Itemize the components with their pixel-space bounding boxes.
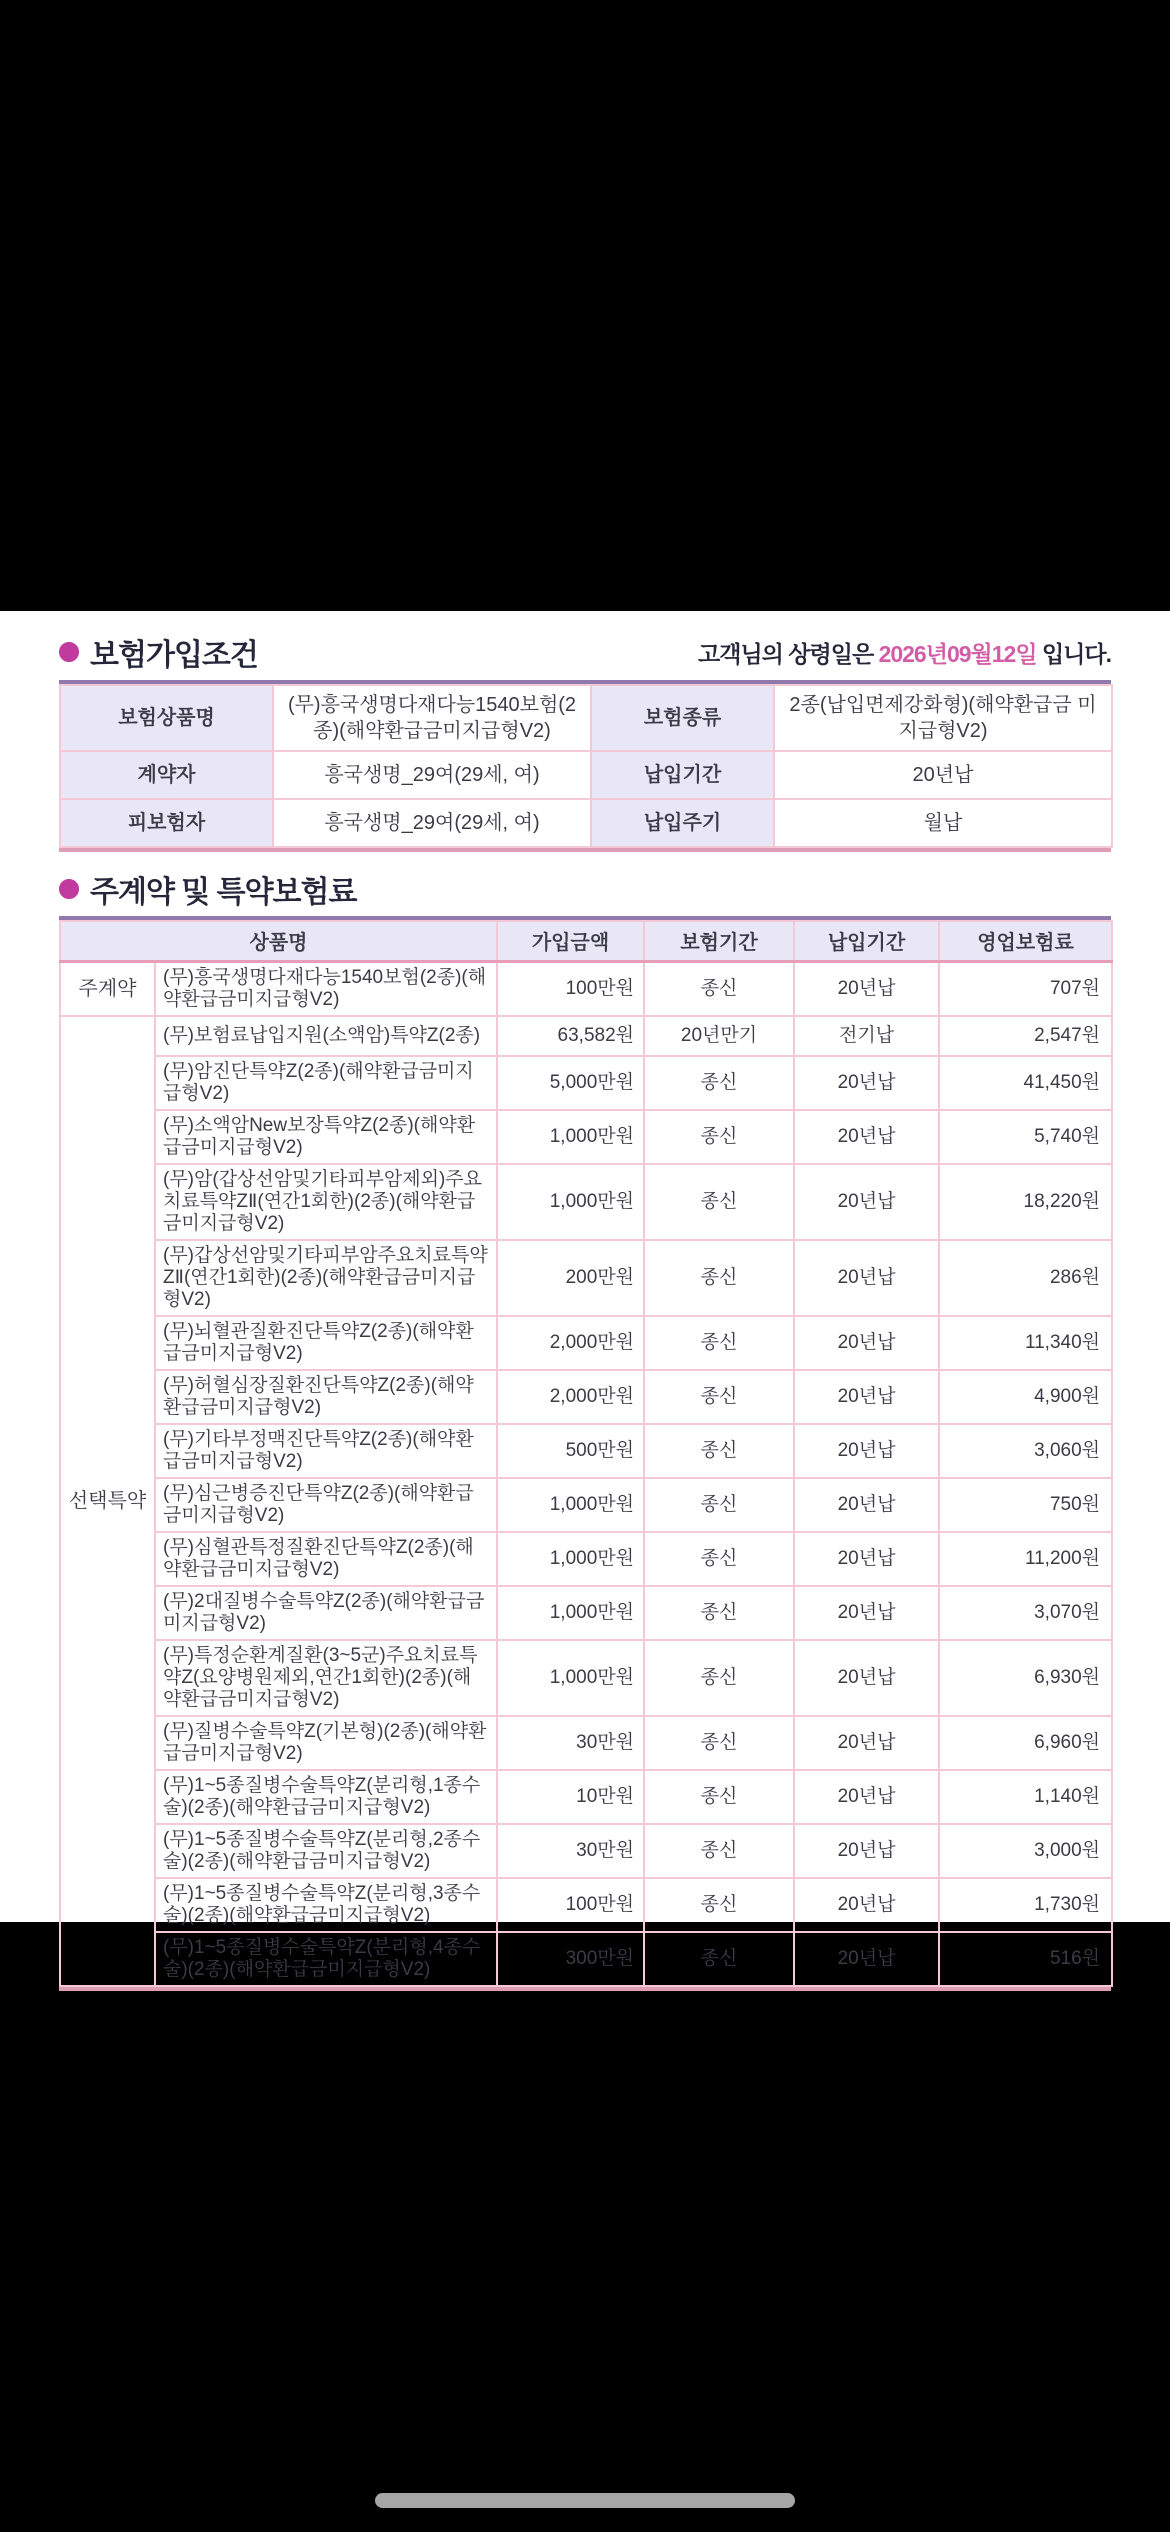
period-cell: 20년만기 xyxy=(644,1016,794,1056)
amount-cell: 300만원 xyxy=(497,1932,644,1986)
header-period: 보험기간 xyxy=(644,921,794,961)
table-row xyxy=(60,799,1112,847)
product-name-cell: (무)심근병증진단특약Z(2종)(해약환급금미지급형V2) xyxy=(155,1478,497,1532)
period-cell: 종신 xyxy=(644,1532,794,1586)
table-row xyxy=(60,1016,1112,1056)
premium-cell: 3,070원 xyxy=(939,1586,1112,1640)
pay-term-cell: 20년납 xyxy=(794,1370,939,1424)
row-value-cell: 20년납 xyxy=(774,751,1112,799)
table-row xyxy=(60,1532,1112,1586)
table-row xyxy=(60,685,1112,751)
product-name-cell: (무)허혈심장질환진단특약Z(2종)(해약환급금미지급형V2) xyxy=(155,1370,497,1424)
product-name-cell: (무)1~5종질병수술특약Z(분리형,3종수술)(2종)(해약환급금미지급형V2) xyxy=(155,1878,497,1932)
pay-term-cell: 20년납 xyxy=(794,1478,939,1532)
period-cell: 종신 xyxy=(644,1640,794,1716)
section-bullet-icon xyxy=(59,879,79,899)
row-value-cell: 흥국생명_29여(29세, 여) xyxy=(273,799,591,847)
table-row xyxy=(60,751,1112,799)
period-cell: 종신 xyxy=(644,1370,794,1424)
section2-header xyxy=(59,870,1111,908)
table-row xyxy=(60,961,1112,1016)
pay-term-cell: 20년납 xyxy=(794,1932,939,1986)
amount-cell: 1,000만원 xyxy=(497,1478,644,1532)
amount-cell: 100만원 xyxy=(497,1878,644,1932)
row-label-cell: 보험종류 xyxy=(591,685,774,751)
row-label-cell: 계약자 xyxy=(60,751,273,799)
premium-cell: 18,220원 xyxy=(939,1164,1112,1240)
product-name-cell: (무)암(갑상선암및기타피부암제외)주요치료특약ZⅡ(연간1회한)(2종)(해약환급금미지급형V2) xyxy=(155,1164,497,1240)
amount-cell: 30만원 xyxy=(497,1716,644,1770)
premium-cell: 2,547원 xyxy=(939,1016,1112,1056)
period-cell: 종신 xyxy=(644,1478,794,1532)
amount-cell: 1,000만원 xyxy=(497,1164,644,1240)
pay-term-cell: 20년납 xyxy=(794,961,939,1016)
product-name-cell: (무)갑상선암및기타피부암주요치료특약ZⅡ(연간1회한)(2종)(해약환급금미지급형V2) xyxy=(155,1240,497,1316)
pay-term-cell: 20년납 xyxy=(794,1770,939,1824)
period-cell: 종신 xyxy=(644,1164,794,1240)
period-cell: 종신 xyxy=(644,1770,794,1824)
table-row xyxy=(60,1716,1112,1770)
pay-term-cell: 20년납 xyxy=(794,1424,939,1478)
header-amount: 가입금액 xyxy=(497,921,644,961)
row-label-cell: 납입주기 xyxy=(591,799,774,847)
premium-cell: 41,450원 xyxy=(939,1056,1112,1110)
period-cell: 종신 xyxy=(644,1716,794,1770)
period-cell: 종신 xyxy=(644,1824,794,1878)
premium-cell: 3,000원 xyxy=(939,1824,1112,1878)
header-pay-term: 납입기간 xyxy=(794,921,939,961)
product-name-cell: (무)1~5종질병수술특약Z(분리형,1종수술)(2종)(해약환급금미지급형V2) xyxy=(155,1770,497,1824)
table-row xyxy=(60,1164,1112,1240)
product-name-cell: (무)1~5종질병수술특약Z(분리형,4종수술)(2종)(해약환급금미지급형V2) xyxy=(155,1932,497,1986)
pay-term-cell: 20년납 xyxy=(794,1110,939,1164)
pay-term-cell: 전기납 xyxy=(794,1016,939,1056)
product-name-cell: (무)심혈관특정질환진단특약Z(2종)(해약환급금미지급형V2) xyxy=(155,1532,497,1586)
section1-header xyxy=(59,633,1111,671)
group-cell: 선택특약 xyxy=(60,1016,155,1986)
premium-cell: 286원 xyxy=(939,1240,1112,1316)
header-premium: 영업보험료 xyxy=(939,921,1112,961)
period-cell: 종신 xyxy=(644,1316,794,1370)
row-value-cell: (무)흥국생명다재다능1540보험(2종)(해약환급금미지급형V2) xyxy=(273,685,591,751)
customer-age-notice xyxy=(698,636,1111,669)
amount-cell: 1,000만원 xyxy=(497,1532,644,1586)
header-product: 상품명 xyxy=(60,921,497,961)
product-name-cell: (무)질병수술특약Z(기본형)(2종)(해약환급금미지급형V2) xyxy=(155,1716,497,1770)
premium-cell: 11,200원 xyxy=(939,1532,1112,1586)
period-cell: 종신 xyxy=(644,961,794,1016)
notice-date: 2026년09월12일 xyxy=(878,640,1037,667)
table-row xyxy=(60,1770,1112,1824)
section-bullet-icon xyxy=(59,642,79,662)
amount-cell: 2,000만원 xyxy=(497,1316,644,1370)
premium-cell: 1,140원 xyxy=(939,1770,1112,1824)
group-cell: 주계약 xyxy=(60,961,155,1016)
premium-cell: 5,740원 xyxy=(939,1110,1112,1164)
table-row xyxy=(60,1424,1112,1478)
pay-term-cell: 20년납 xyxy=(794,1640,939,1716)
row-value-cell: 2종(납입면제강화형)(해약환급금 미지급형V2) xyxy=(774,685,1112,751)
premium-cell: 6,930원 xyxy=(939,1640,1112,1716)
table-row xyxy=(60,1878,1112,1932)
table-row xyxy=(60,1932,1112,1986)
period-cell: 종신 xyxy=(644,1110,794,1164)
product-name-cell: (무)보험료납입지원(소액암)특약Z(2종) xyxy=(155,1016,497,1056)
table-row xyxy=(60,1240,1112,1316)
premium-cell: 707원 xyxy=(939,961,1112,1016)
product-name-cell: (무)특정순환계질환(3~5군)주요치료특약Z(요양병원제외,연간1회한)(2종)(해약환급금미지급형V2) xyxy=(155,1640,497,1716)
pay-term-cell: 20년납 xyxy=(794,1316,939,1370)
product-name-cell: (무)기타부정맥진단특약Z(2종)(해약환급금미지급형V2) xyxy=(155,1424,497,1478)
period-cell: 종신 xyxy=(644,1586,794,1640)
period-cell: 종신 xyxy=(644,1878,794,1932)
insurance-info-table-frame xyxy=(59,680,1111,852)
amount-cell: 1,000만원 xyxy=(497,1110,644,1164)
period-cell: 종신 xyxy=(644,1424,794,1478)
pay-term-cell: 20년납 xyxy=(794,1240,939,1316)
premium-table xyxy=(59,920,1113,1987)
insurance-info-table xyxy=(59,684,1113,848)
pay-term-cell: 20년납 xyxy=(794,1716,939,1770)
premium-cell: 11,340원 xyxy=(939,1316,1112,1370)
product-name-cell: (무)2대질병수술특약Z(2종)(해약환급금미지급형V2) xyxy=(155,1586,497,1640)
premium-cell: 3,060원 xyxy=(939,1424,1112,1478)
amount-cell: 200만원 xyxy=(497,1240,644,1316)
table-row xyxy=(60,1370,1112,1424)
amount-cell: 100만원 xyxy=(497,961,644,1016)
premium-cell: 750원 xyxy=(939,1478,1112,1532)
table-row xyxy=(60,1640,1112,1716)
table-row xyxy=(60,1824,1112,1878)
row-label-cell: 피보험자 xyxy=(60,799,273,847)
notice-prefix: 고객님의 상령일은 xyxy=(698,640,879,667)
table-row xyxy=(60,1316,1112,1370)
amount-cell: 63,582원 xyxy=(497,1016,644,1056)
notice-suffix: 입니다. xyxy=(1036,640,1111,667)
section2-title: 주계약 및 특약보험료 xyxy=(90,876,357,909)
table-row xyxy=(60,1110,1112,1164)
pay-term-cell: 20년납 xyxy=(794,1824,939,1878)
amount-cell: 30만원 xyxy=(497,1824,644,1878)
pay-term-cell: 20년납 xyxy=(794,1056,939,1110)
row-label-cell: 보험상품명 xyxy=(60,685,273,751)
amount-cell: 1,000만원 xyxy=(497,1640,644,1716)
table-row xyxy=(60,1478,1112,1532)
premium-table-frame xyxy=(59,916,1111,1991)
period-cell: 종신 xyxy=(644,1056,794,1110)
product-name-cell: (무)뇌혈관질환진단특약Z(2종)(해약환급금미지급형V2) xyxy=(155,1316,497,1370)
row-value-cell: 흥국생명_29여(29세, 여) xyxy=(273,751,591,799)
pay-term-cell: 20년납 xyxy=(794,1532,939,1586)
home-indicator[interactable] xyxy=(375,2493,795,2508)
pay-term-cell: 20년납 xyxy=(794,1878,939,1932)
row-label-cell: 납입기간 xyxy=(591,751,774,799)
table-row xyxy=(60,1056,1112,1110)
period-cell: 종신 xyxy=(644,1932,794,1986)
product-name-cell: (무)암진단특약Z(2종)(해약환급금미지급형V2) xyxy=(155,1056,497,1110)
amount-cell: 1,000만원 xyxy=(497,1586,644,1640)
row-value-cell: 월납 xyxy=(774,799,1112,847)
premium-table-header xyxy=(60,921,1112,961)
pay-term-cell: 20년납 xyxy=(794,1164,939,1240)
product-name-cell: (무)1~5종질병수술특약Z(분리형,2종수술)(2종)(해약환급금미지급형V2) xyxy=(155,1824,497,1878)
section1-title: 보험가입조건 xyxy=(90,639,258,672)
premium-cell: 4,900원 xyxy=(939,1370,1112,1424)
document-page xyxy=(0,611,1170,1980)
premium-cell: 516원 xyxy=(939,1932,1112,1986)
amount-cell: 2,000만원 xyxy=(497,1370,644,1424)
table-row xyxy=(60,1586,1112,1640)
premium-cell: 1,730원 xyxy=(939,1878,1112,1932)
product-name-cell: (무)소액암New보장특약Z(2종)(해약환급금미지급형V2) xyxy=(155,1110,497,1164)
amount-cell: 5,000만원 xyxy=(497,1056,644,1110)
amount-cell: 10만원 xyxy=(497,1770,644,1824)
pay-term-cell: 20년납 xyxy=(794,1586,939,1640)
period-cell: 종신 xyxy=(644,1240,794,1316)
product-name-cell: (무)흥국생명다재다능1540보험(2종)(해약환급금미지급형V2) xyxy=(155,961,497,1016)
premium-cell: 6,960원 xyxy=(939,1716,1112,1770)
amount-cell: 500만원 xyxy=(497,1424,644,1478)
